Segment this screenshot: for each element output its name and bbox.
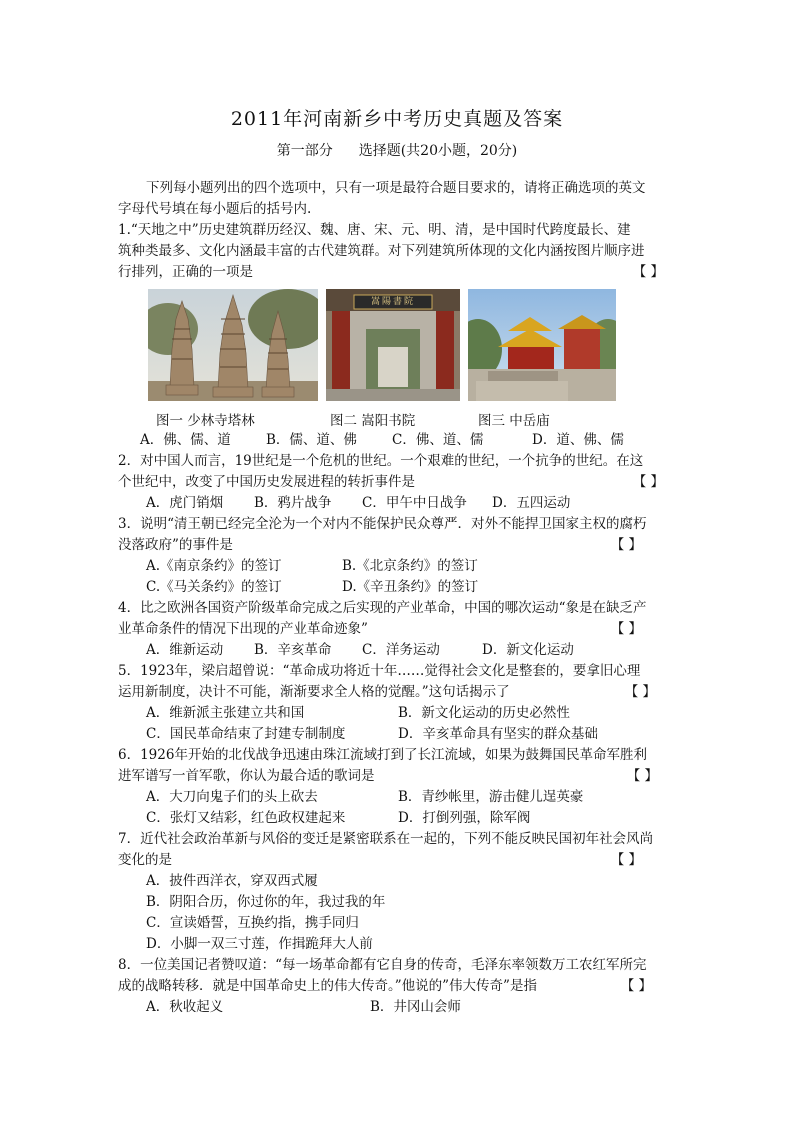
- option-row: [118, 703, 678, 724]
- option: D．五四运动: [492, 495, 571, 511]
- answer-bracket: 【 】: [610, 621, 642, 637]
- question-line: 1.“天地之中”历史建筑群历经汉、魏、唐、宋、元、明、清，是中国时代跨度最长、建: [118, 222, 631, 238]
- option: C．国民革命结束了封建专制制度: [146, 726, 346, 742]
- section-header: [0, 140, 794, 160]
- option: C．张灯又结彩，红色政权建起来: [146, 810, 346, 826]
- question-images: [118, 289, 678, 403]
- option: A．秋收起义: [146, 999, 224, 1015]
- temple-image: [468, 289, 616, 401]
- option: A．虎门销烟: [146, 495, 224, 511]
- question-line: 进军谱写一首军歌，你认为最合适的歌词是 【 】: [118, 766, 678, 787]
- question-line: 筑种类最多、文化内涵最丰富的古代建筑群。对下列建筑所体现的文化内涵按图片顺序进: [118, 243, 645, 259]
- option-row: [118, 997, 678, 1018]
- question-line: 没落政府”的事件是 【 】: [118, 535, 678, 556]
- option: B．阴阳合历，你过你的年，我过我的年: [146, 894, 386, 910]
- answer-bracket: 【 】: [610, 852, 642, 868]
- option: B．青纱帐里，游击健儿逞英豪: [398, 789, 584, 805]
- option: B．儒、道、佛: [266, 432, 357, 448]
- option: B．辛亥革命: [254, 642, 332, 658]
- question-line: 3．说明“清王朝已经完全沦为一个对内不能保护民众尊严．对外不能捍卫国家主权的腐朽: [118, 516, 647, 532]
- question-line: 2．对中国人而言，19世纪是一个危机的世纪。一个艰难的世纪，一个抗争的世纪。在这: [118, 453, 644, 469]
- option: D．道、佛、儒: [532, 432, 624, 448]
- image-captions: [118, 409, 678, 430]
- question-line: 变化的是 【 】: [118, 850, 678, 871]
- option: B．鸦片战争: [254, 495, 332, 511]
- caption-3: 图三 中岳庙: [478, 413, 550, 429]
- option: C.《马关条约》的签订: [146, 579, 282, 595]
- question-line: 7．近代社会政治革新与风俗的变迁是紧密联系在一起的，下列不能反映民国初年社会风尚: [118, 831, 654, 847]
- question-line: 成的战略转移．就是中国革命史上的伟大传奇。”他说的”伟大传奇”是指 【 】: [118, 976, 678, 997]
- option: A．大刀向鬼子们的头上砍去: [146, 789, 318, 805]
- question-line: 6．1926年开始的北伐战争迅速由珠江流域打到了长江流域，如果为鼓舞国民革命军胜利: [118, 747, 647, 763]
- question-line: 个世纪中，改变了中国历史发展进程的转折事件是 【 】: [118, 472, 678, 493]
- exam-body: [118, 178, 678, 1018]
- part-label: 第一部分: [276, 143, 333, 159]
- option-row: [118, 640, 678, 661]
- option: A．维新派主张建立共和国: [146, 705, 305, 721]
- option: A.《南京条约》的签订: [146, 558, 282, 574]
- section-label: 选择题(共20小题，20分): [358, 143, 518, 159]
- answer-bracket: 【 】: [626, 768, 658, 784]
- option-row: [118, 808, 678, 829]
- option-row: [118, 787, 678, 808]
- question-line: 行排列，正确的一项是 【 】: [118, 262, 678, 283]
- instruction-line: 下列每小题列出的四个选项中，只有一项是最符合题目要求的，请将正确选项的英文: [146, 180, 646, 196]
- option-row: [118, 577, 678, 598]
- option: C．宣读婚誓，互换约指，携手同归: [146, 915, 359, 931]
- question-line: 8．一位美国记者赞叹道：“每一场革命都有它自身的传奇，毛泽东率领数万工农红军所完: [118, 957, 647, 973]
- option: C．洋务运动: [362, 642, 440, 658]
- option: C．佛、道、儒: [392, 432, 484, 448]
- option-row: [118, 724, 678, 745]
- answer-bracket: 【 】: [620, 978, 652, 994]
- option: B．井冈山会师: [370, 999, 461, 1015]
- question-line: 4．比之欧洲各国资产阶级革命完成之后实现的产业革命，中国的哪次运动“象是在缺乏产: [118, 600, 647, 616]
- option-row: [118, 430, 678, 451]
- option: D．新文化运动: [482, 642, 574, 658]
- option: D.《辛丑条约》的签订: [342, 579, 479, 595]
- option-row: [118, 556, 678, 577]
- answer-bracket: 【 】: [632, 264, 664, 280]
- answer-bracket: 【 】: [624, 684, 656, 700]
- instruction-line: 字母代号填在每小题后的括号内.: [118, 201, 312, 217]
- option: A．佛、儒、道: [140, 432, 231, 448]
- pagoda-forest-image: [148, 289, 318, 401]
- answer-bracket: 【 】: [610, 537, 642, 553]
- option: D．打倒列强，除军阀: [398, 810, 531, 826]
- plaque-text: 嵩陽書院: [370, 297, 415, 307]
- page-title: 2011年河南新乡中考历史真题及答案: [230, 108, 564, 130]
- option: A．披件西洋衣，穿双西式履: [146, 873, 318, 889]
- caption-2: 图二 嵩阳书院: [330, 413, 416, 429]
- question-line: 业革命条件的情况下出现的产业革命迹象” 【 】: [118, 619, 678, 640]
- caption-1: 图一 少林寺塔林: [156, 413, 255, 429]
- option: D．小脚一双三寸莲，作揖跪拜大人前: [146, 936, 373, 952]
- option: C．甲午中日战争: [362, 495, 467, 511]
- question-line: 运用新制度，决计不可能，渐渐要求全人格的觉醒。”这句话揭示了 【 】: [118, 682, 678, 703]
- option: A．维新运动: [146, 642, 224, 658]
- option: B．新文化运动的历史必然性: [398, 705, 570, 721]
- question-line: 5．1923年，梁启超曾说：“革命成功将近十年……觉得社会文化是整套的，要拿旧心理: [118, 663, 641, 679]
- option-row: [118, 493, 678, 514]
- answer-bracket: 【 】: [632, 474, 664, 490]
- academy-gate-image: [326, 289, 460, 401]
- option: D．辛亥革命具有坚实的群众基础: [398, 726, 598, 742]
- option: B.《北京条约》的签订: [342, 558, 478, 574]
